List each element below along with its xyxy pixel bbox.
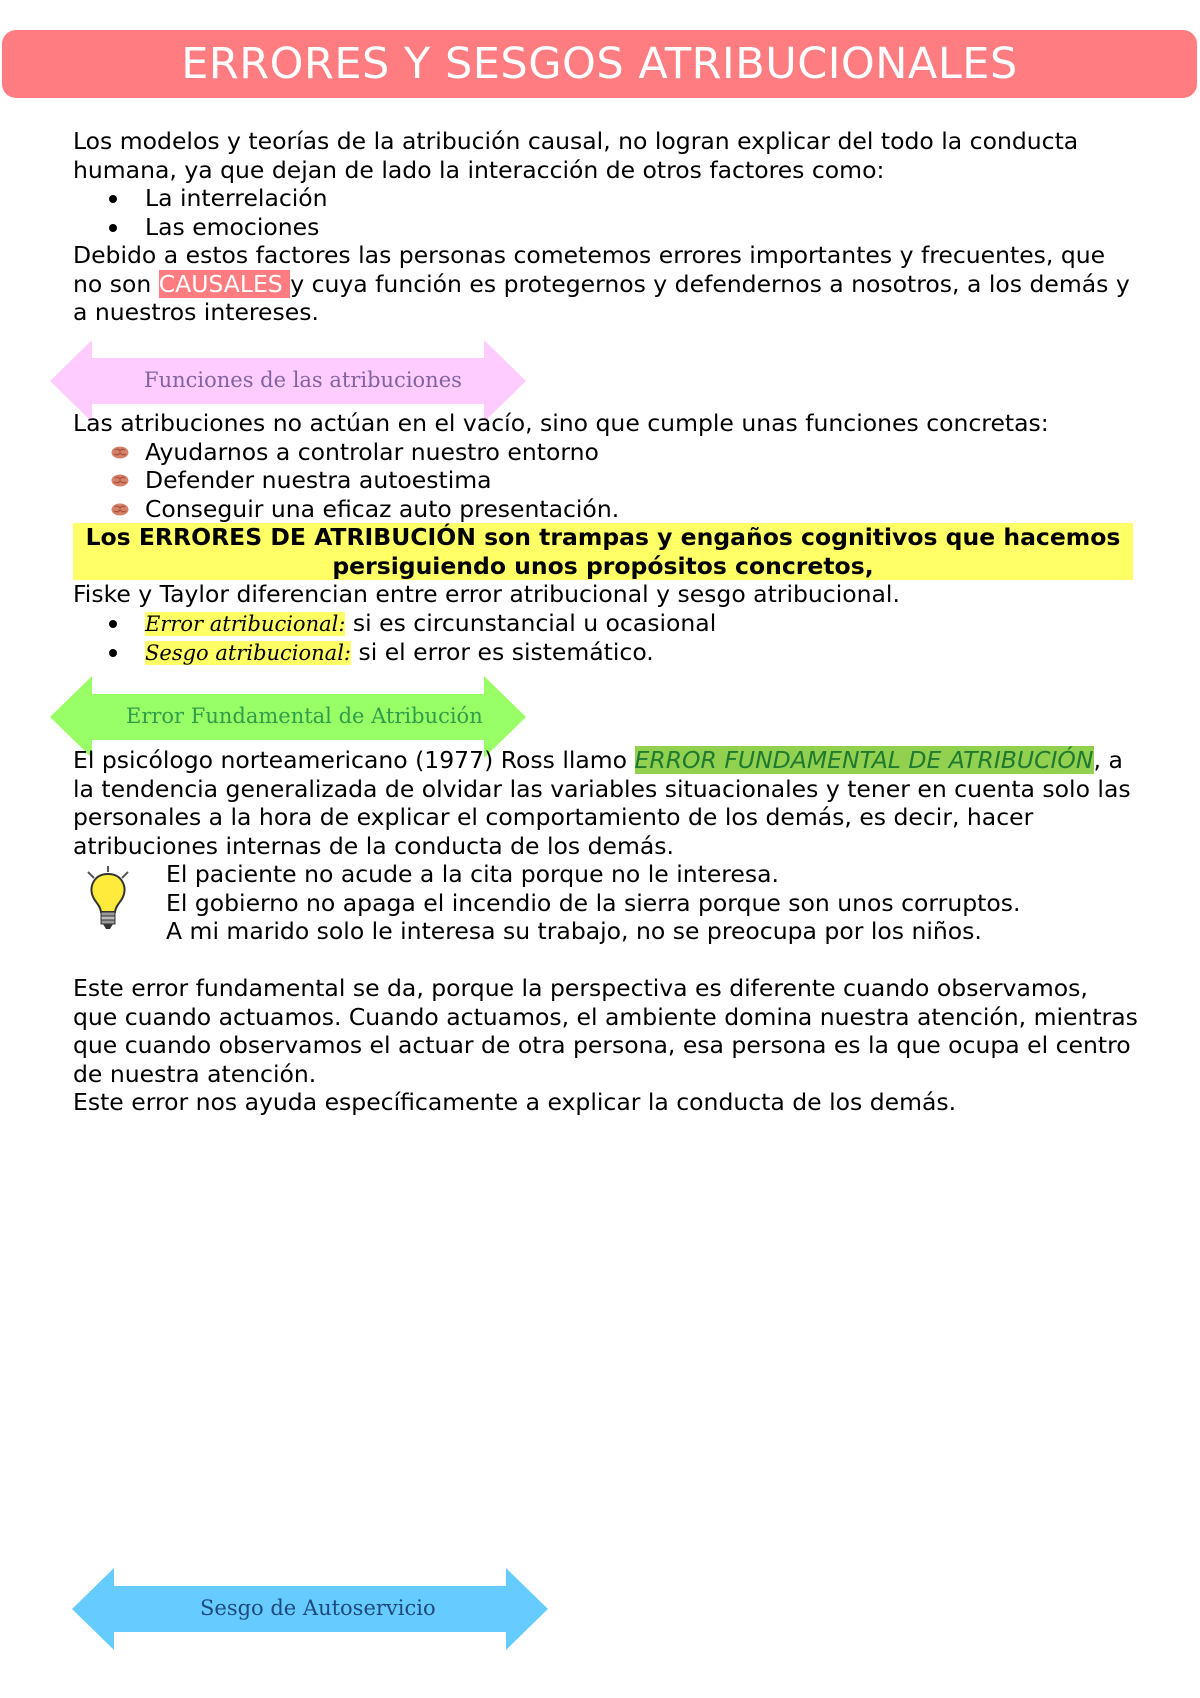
section-heading-functions: Funciones de las atribuciones — [144, 368, 462, 392]
intro-bullet-list — [73, 184, 1133, 241]
title-banner — [2, 30, 1197, 98]
fundamental-error-highlight: ERROR FUNDAMENTAL DE ATRIBUCIÓN — [634, 746, 1094, 774]
causales-highlight: CAUSALES — [158, 269, 291, 298]
list-item: La interrelación — [73, 184, 1133, 213]
list-item: Las emociones — [73, 213, 1133, 242]
lightbulb-icon — [84, 866, 132, 932]
intro-paragraph: Los modelos y teorías de la atribución causal, no logran explicar del todo la conducta humana, ya que dejan de lado la interacción de otros factores como: — [73, 127, 1079, 184]
example-line: A mi marido solo le interesa su trabajo, no se preocupa por los niños. — [166, 917, 982, 945]
section-heading-fundamental-error: Error Fundamental de Atribución — [126, 704, 483, 728]
fundamental-error-section — [73, 746, 1138, 1117]
example-line: El paciente no acude a la cita porque no le interesa. — [166, 860, 780, 888]
brain-icon — [111, 474, 129, 487]
functions-list — [73, 438, 1133, 524]
list-item: Sesgo atribucional: si el error es sistemático. — [73, 638, 1133, 668]
intro-paragraph-2: Debido a estos factores las personas cometemos errores importantes y frecuentes, que no son CAUSALES y cuya función es protegernos y defendernos a nosotros, a los demás y a nuestros intereses. — [73, 241, 1130, 326]
example-line: El gobierno no apaga el incendio de la sierra porque son unos corruptos. — [166, 888, 1021, 917]
page-title: ERRORES Y SESGOS ATRIBUCIONALES — [181, 39, 1018, 89]
definition-term: Sesgo atribucional: — [145, 641, 351, 665]
brain-icon — [111, 503, 129, 516]
bullet-dot-icon — [109, 195, 117, 203]
definition-term: Error atribucional: — [145, 611, 346, 636]
fundamental-error-paragraph: El psicólogo norteamericano (1977) Ross llamo ERROR FUNDAMENTAL DE ATRIBUCIÓN, a la tendencia generalizada de olvidar las variables situacionales y tener en cuenta solo las personales a la hora de explicar el comportamiento de los demás, es decir, hacer atribuciones internas de la conducta de los demás. — [73, 746, 1131, 860]
examples-block — [73, 860, 1138, 946]
list-item: Conseguir una eficaz auto presentación. — [73, 495, 1133, 524]
definitions-list — [73, 609, 1133, 668]
intro-section — [73, 127, 1133, 327]
brain-icon — [111, 446, 129, 459]
bullet-dot-icon — [109, 224, 117, 232]
functions-section — [73, 409, 1133, 668]
summary-paragraph: Este error nos ayuda específicamente a explicar la conducta de los demás. — [73, 1088, 957, 1116]
perspective-paragraph: Este error fundamental se da, porque la perspectiva es diferente cuando observamos, que cuando actuamos. Cuando actuamos, el ambiente domina nuestra atención, mientras que cuando observamos el actuar de otra persona, esa persona es la que ocupa el centro de nuestra atención. — [73, 974, 1138, 1088]
attribution-errors-callout: Los ERRORES DE ATRIBUCIÓN son trampas y engaños cognitivos que hacemos persiguiendo unos propósitos concretos, — [73, 523, 1133, 580]
bullet-dot-icon — [109, 649, 117, 657]
list-item: Ayudarnos a controlar nuestro entorno — [73, 438, 1133, 467]
list-item: Defender nuestra autoestima — [73, 466, 1133, 495]
section-heading-self-serving-bias: Sesgo de Autoservicio — [200, 1596, 436, 1620]
functions-intro: Las atribuciones no actúan en el vacío, sino que cumple unas funciones concretas: — [73, 409, 1049, 437]
list-item: Error atribucional: si es circunstancial u ocasional — [73, 609, 1133, 639]
fiske-taylor-paragraph: Fiske y Taylor diferencian entre error atribucional y sesgo atribucional. — [73, 580, 900, 608]
bullet-dot-icon — [109, 620, 117, 628]
